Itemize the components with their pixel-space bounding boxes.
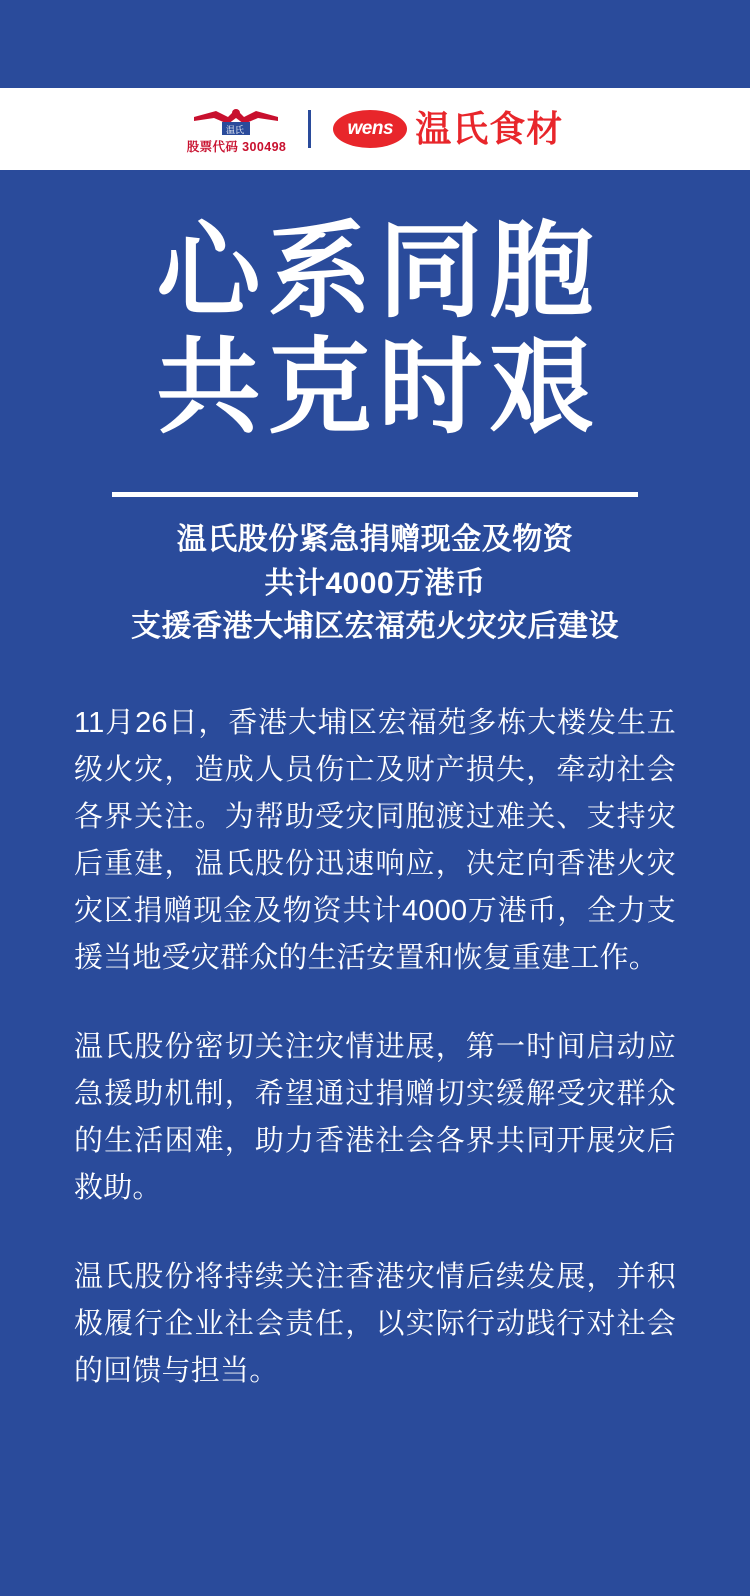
body-paragraph: 温氏股份将持续关注香港灾情后续发展，并积极履行企业社会责任，以实际行动践行对社会的回馈与担当。 (74, 1260, 676, 1387)
logo-divider (308, 110, 311, 148)
wens-en-logo: wens (333, 110, 407, 148)
subtitle (0, 518, 750, 649)
eagle-emblem-icon (188, 104, 284, 138)
header-logo-group (187, 104, 564, 154)
subtitle-line-2: 共计4000万港币 (264, 566, 486, 600)
wens-cn-logo: 温氏食材 (415, 108, 564, 149)
body-paragraph: 温氏股份密切关注灾情进展，第一时间启动应急援助机制，希望通过捐赠切实缓解受灾群众的生活困难，助力香港社会各界共同开展灾后救助。 (74, 1030, 676, 1204)
headline-line-1: 心系同胞 (156, 214, 601, 330)
body-paragraph: 11月26日，香港大埔区宏福苑多栋大楼发生五级火灾，造成人员伤亡及财产损失，牵动社会各界关注。为帮助受灾同胞渡过难关、支持灾后重建，温氏股份迅速响应，决定向香港火灾灾区捐赠现金及物资共计4000万港币，全力支援当地受灾群众的生活安置和恢复重建工作。 (74, 707, 676, 974)
wens-food-logo (333, 110, 563, 148)
subtitle-line-3: 支援香港大埔区宏福苑火灾灾后建设 (131, 610, 619, 643)
wens-emblem-block (187, 104, 287, 154)
headline-line-2: 共克时艰 (156, 330, 601, 447)
header-logo-band (0, 88, 750, 170)
subtitle-line-1: 温氏股份紧急捐赠现金及物资 (176, 523, 574, 556)
body-copy (74, 700, 676, 1395)
stock-code-label: 股票代码 300498 (186, 140, 287, 155)
headline (0, 214, 750, 447)
svg-text:温氏: 温氏 (226, 125, 245, 136)
headline-rule (112, 492, 638, 497)
